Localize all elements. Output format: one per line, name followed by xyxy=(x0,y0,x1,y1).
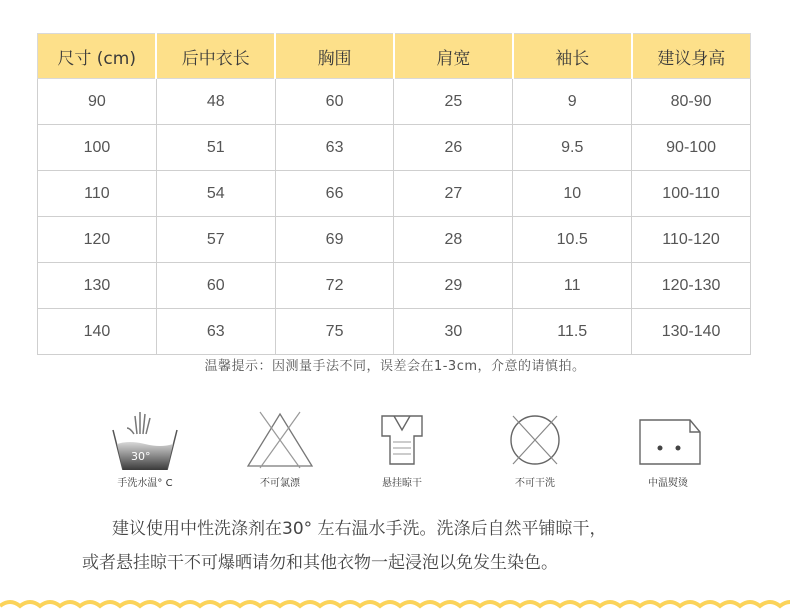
table-cell: 63 xyxy=(156,309,275,355)
measurement-note: 温馨提示：因测量手法不同，误差会在1-3cm，介意的请慎拍。 xyxy=(204,359,586,374)
no-bleach-label: 不可氯漂 xyxy=(260,478,300,489)
table-cell: 110-120 xyxy=(632,217,751,263)
table-cell: 57 xyxy=(156,217,275,263)
medium-iron-label: 中温熨烫 xyxy=(648,478,688,489)
table-cell: 30 xyxy=(394,309,513,355)
care-hand-wash xyxy=(95,408,195,489)
table-cell: 10.5 xyxy=(513,217,632,263)
table-cell: 27 xyxy=(394,171,513,217)
instruction-line-2: 或者悬挂晾干不可爆晒请勿和其他衣物一起浸泡以免发生染色。 xyxy=(82,553,558,573)
hand-wash-icon xyxy=(103,408,187,470)
table-row xyxy=(38,79,751,125)
table-row xyxy=(38,263,751,309)
table-cell: 10 xyxy=(513,171,632,217)
table-cell: 75 xyxy=(275,309,394,355)
care-hang-dry xyxy=(352,408,452,489)
table-cell: 140 xyxy=(38,309,157,355)
table-cell: 9.5 xyxy=(513,125,632,171)
care-no-bleach xyxy=(230,408,330,489)
table-cell: 100 xyxy=(38,125,157,171)
table-cell: 11 xyxy=(513,263,632,309)
hang-dry-label: 悬挂晾干 xyxy=(382,478,422,489)
wash-temperature: 30° xyxy=(131,450,151,463)
table-cell: 25 xyxy=(394,79,513,125)
table-cell: 29 xyxy=(394,263,513,309)
header-height: 建议身高 xyxy=(632,34,751,79)
table-cell: 9 xyxy=(513,79,632,125)
table-cell: 54 xyxy=(156,171,275,217)
header-back-length: 后中衣长 xyxy=(156,34,275,79)
table-row xyxy=(38,217,751,263)
size-table xyxy=(37,33,751,355)
table-cell: 48 xyxy=(156,79,275,125)
table-cell: 90 xyxy=(38,79,157,125)
care-no-dry-clean xyxy=(485,408,585,489)
table-cell: 80-90 xyxy=(632,79,751,125)
table-cell: 72 xyxy=(275,263,394,309)
table-cell: 63 xyxy=(275,125,394,171)
header-sleeve: 袖长 xyxy=(513,34,632,79)
table-header-row xyxy=(38,34,751,79)
iron-icon xyxy=(626,408,710,470)
table-cell: 66 xyxy=(275,171,394,217)
instruction-line-1: 建议使用中性洗涤剂在30° 左右温水手洗。洗涤后自然平铺晾干， xyxy=(112,519,607,539)
hang-dry-icon xyxy=(360,408,444,470)
no-bleach-icon xyxy=(238,408,322,470)
table-cell: 51 xyxy=(156,125,275,171)
table-cell: 28 xyxy=(394,217,513,263)
table-cell: 60 xyxy=(275,79,394,125)
decorative-wave-border xyxy=(0,598,790,612)
table-cell: 26 xyxy=(394,125,513,171)
hand-wash-label: 手洗水温° C xyxy=(117,478,173,489)
table-cell: 90-100 xyxy=(632,125,751,171)
table-cell: 100-110 xyxy=(632,171,751,217)
table-cell: 60 xyxy=(156,263,275,309)
header-size: 尺寸 (cm) xyxy=(38,34,157,79)
header-chest: 胸围 xyxy=(275,34,394,79)
table-cell: 130-140 xyxy=(632,309,751,355)
table-cell: 120-130 xyxy=(632,263,751,309)
table-cell: 11.5 xyxy=(513,309,632,355)
table-cell: 130 xyxy=(38,263,157,309)
table-row xyxy=(38,171,751,217)
table-row xyxy=(38,309,751,355)
care-medium-iron xyxy=(618,408,718,489)
no-dry-clean-icon xyxy=(493,408,577,470)
no-dry-clean-label: 不可干洗 xyxy=(515,478,555,489)
header-shoulder: 肩宽 xyxy=(394,34,513,79)
table-cell: 110 xyxy=(38,171,157,217)
table-cell: 120 xyxy=(38,217,157,263)
table-cell: 69 xyxy=(275,217,394,263)
table-row xyxy=(38,125,751,171)
